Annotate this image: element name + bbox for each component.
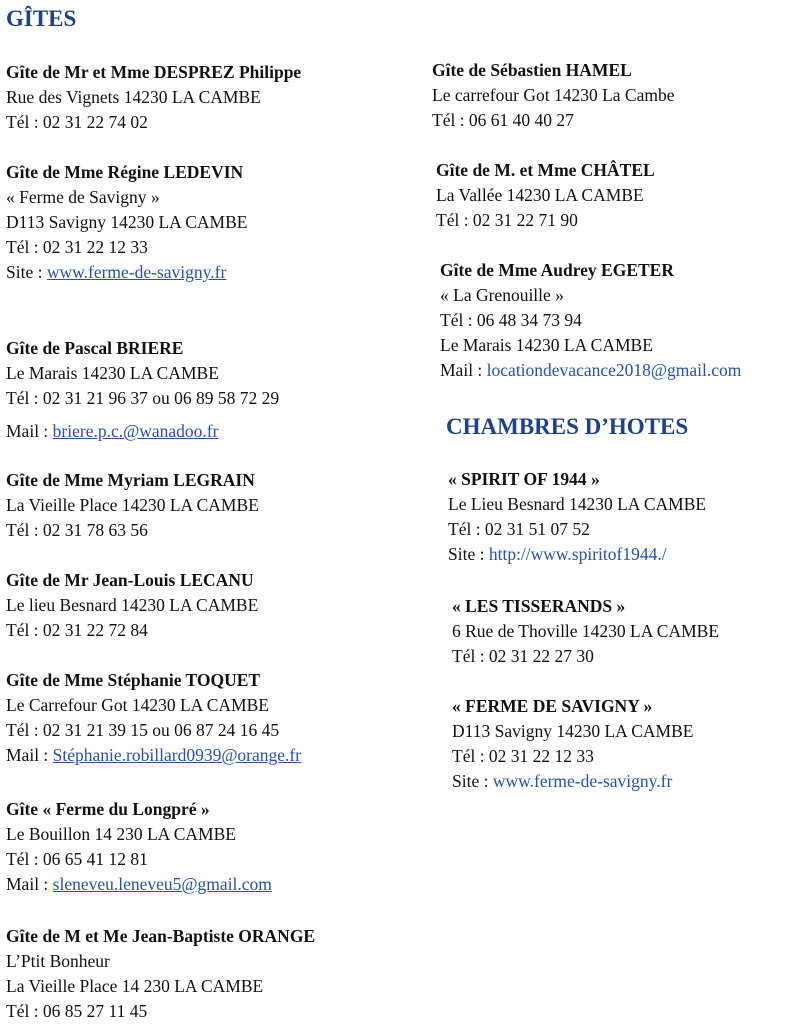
gite-entry-orange — [6, 924, 396, 1024]
gite-entry-desprez — [6, 60, 396, 135]
entry-title: Gîte de M et Me Jean-Baptiste ORANGE — [6, 926, 316, 946]
gite-entry-briere — [6, 336, 396, 444]
entry-title: « SPIRIT OF 1944 » — [448, 469, 600, 489]
entry-address: D113 Savigny 14230 LA CAMBE — [6, 212, 248, 232]
entry-title: Gîte de Mme Stéphanie TOQUET — [6, 670, 261, 690]
entry-phone: Tél : 06 61 40 40 27 — [432, 110, 574, 130]
entry-address: La Vieille Place 14 230 LA CAMBE — [6, 976, 264, 996]
gite-entry-chatel — [436, 158, 806, 233]
contact-prefix: Site : — [452, 771, 493, 791]
entry-phone: Tél : 06 85 27 11 45 — [6, 1001, 148, 1021]
entry-title: Gîte de Mr et Mme DESPREZ Philippe — [6, 62, 302, 82]
entry-contact — [452, 769, 806, 794]
chambre-entry-tisserands — [452, 594, 806, 669]
entry-address: Le carrefour Got 14230 La Cambe — [432, 85, 675, 105]
entry-address: La Vieille Place 14230 LA CAMBE — [6, 495, 259, 515]
entry-contact — [6, 419, 396, 444]
email-link[interactable]: Stéphanie.robillard0939@orange.fr — [52, 745, 302, 765]
entry-address: Rue des Vignets 14230 LA CAMBE — [6, 87, 261, 107]
entry-title: Gîte de Mme Audrey EGETER — [440, 260, 674, 280]
entry-title: Gîte de Pascal BRIERE — [6, 338, 184, 358]
email-link[interactable]: locationdevacance2018@gmail.com — [486, 360, 742, 380]
contact-prefix: Mail : — [440, 360, 487, 380]
entry-title: Gîte de Mme Myriam LEGRAIN — [6, 470, 255, 490]
entry-subtitle: « La Grenouille » — [440, 285, 564, 305]
gite-entry-toquet — [6, 668, 396, 768]
gite-entry-legrain — [6, 468, 396, 543]
entry-address: Le Marais 14230 LA CAMBE — [440, 335, 653, 355]
contact-prefix: Mail : — [6, 745, 53, 765]
entry-address: Le Marais 14230 LA CAMBE — [6, 363, 219, 383]
gite-entry-longpre — [6, 797, 396, 897]
entry-phone: Tél : 02 31 22 12 33 — [452, 746, 594, 766]
entry-phone: Tél : 02 31 22 74 02 — [6, 112, 148, 132]
entry-address: D113 Savigny 14230 LA CAMBE — [452, 721, 694, 741]
entry-phone: Tél : 06 65 41 12 81 — [6, 849, 148, 869]
chambre-entry-ferme-savigny — [452, 694, 806, 794]
entry-title: Gîte de M. et Mme CHÂTEL — [436, 160, 655, 180]
contact-prefix: Site : — [6, 262, 47, 282]
entry-phone: Tél : 02 31 22 72 84 — [6, 620, 148, 640]
entry-phone: Tél : 02 31 51 07 52 — [448, 519, 590, 539]
entry-contact — [440, 358, 806, 383]
entry-contact — [6, 743, 396, 768]
entry-contact — [6, 872, 396, 897]
contact-prefix: Mail : — [6, 421, 53, 441]
contact-prefix: Mail : — [6, 874, 53, 894]
chambres-heading: CHAMBRES D’HOTES — [446, 414, 689, 439]
email-link[interactable]: sleneveu.leneveu5@gmail.com — [52, 874, 272, 894]
gite-entry-egeter — [440, 258, 806, 383]
entry-contact — [448, 542, 806, 567]
entry-phone: Tél : 02 31 21 39 15 ou 06 87 24 16 45 — [6, 720, 280, 740]
entry-title: Gîte de Mr Jean-Louis LECANU — [6, 570, 254, 590]
entry-subtitle: L’Ptit Bonheur — [6, 951, 110, 971]
email-link[interactable]: briere.p.c.@wanadoo.fr — [52, 421, 219, 441]
entry-phone: Tél : 02 31 22 71 90 — [436, 210, 578, 230]
gite-entry-hamel — [432, 58, 806, 133]
website-link[interactable]: www.ferme-de-savigny.fr — [492, 771, 673, 791]
entry-contact — [6, 260, 396, 285]
gite-entry-lecanu — [6, 568, 396, 643]
entry-title: « LES TISSERANDS » — [452, 596, 626, 616]
entry-address: Le Bouillon 14 230 LA CAMBE — [6, 824, 236, 844]
entry-phone: Tél : 06 48 34 73 94 — [440, 310, 582, 330]
entry-title: Gîte « Ferme du Longpré » — [6, 799, 210, 819]
contact-prefix: Site : — [448, 544, 489, 564]
entry-title: Gîte de Mme Régine LEDEVIN — [6, 162, 244, 182]
entry-address: Le Carrefour Got 14230 LA CAMBE — [6, 695, 269, 715]
entry-phone: Tél : 02 31 22 27 30 — [452, 646, 594, 666]
website-link[interactable]: http://www.spiritof1944./ — [488, 544, 667, 564]
gite-entry-ledevin — [6, 160, 396, 285]
gites-heading: GÎTES — [6, 6, 77, 31]
entry-address: 6 Rue de Thoville 14230 LA CAMBE — [452, 621, 720, 641]
entry-address: Le lieu Besnard 14230 LA CAMBE — [6, 595, 259, 615]
chambre-entry-spirit-1944 — [448, 467, 806, 567]
entry-phone: Tél : 02 31 22 12 33 — [6, 237, 148, 257]
entry-title: Gîte de Sébastien HAMEL — [432, 60, 632, 80]
entry-address: La Vallée 14230 LA CAMBE — [436, 185, 644, 205]
entry-address: Le Lieu Besnard 14230 LA CAMBE — [448, 494, 707, 514]
entry-phone: Tél : 02 31 78 63 56 — [6, 520, 148, 540]
entry-subtitle: « Ferme de Savigny » — [6, 187, 160, 207]
website-link[interactable]: www.ferme-de-savigny.fr — [46, 262, 227, 282]
entry-phone: Tél : 02 31 21 96 37 ou 06 89 58 72 29 — [6, 388, 280, 408]
entry-title: « FERME DE SAVIGNY » — [452, 696, 653, 716]
